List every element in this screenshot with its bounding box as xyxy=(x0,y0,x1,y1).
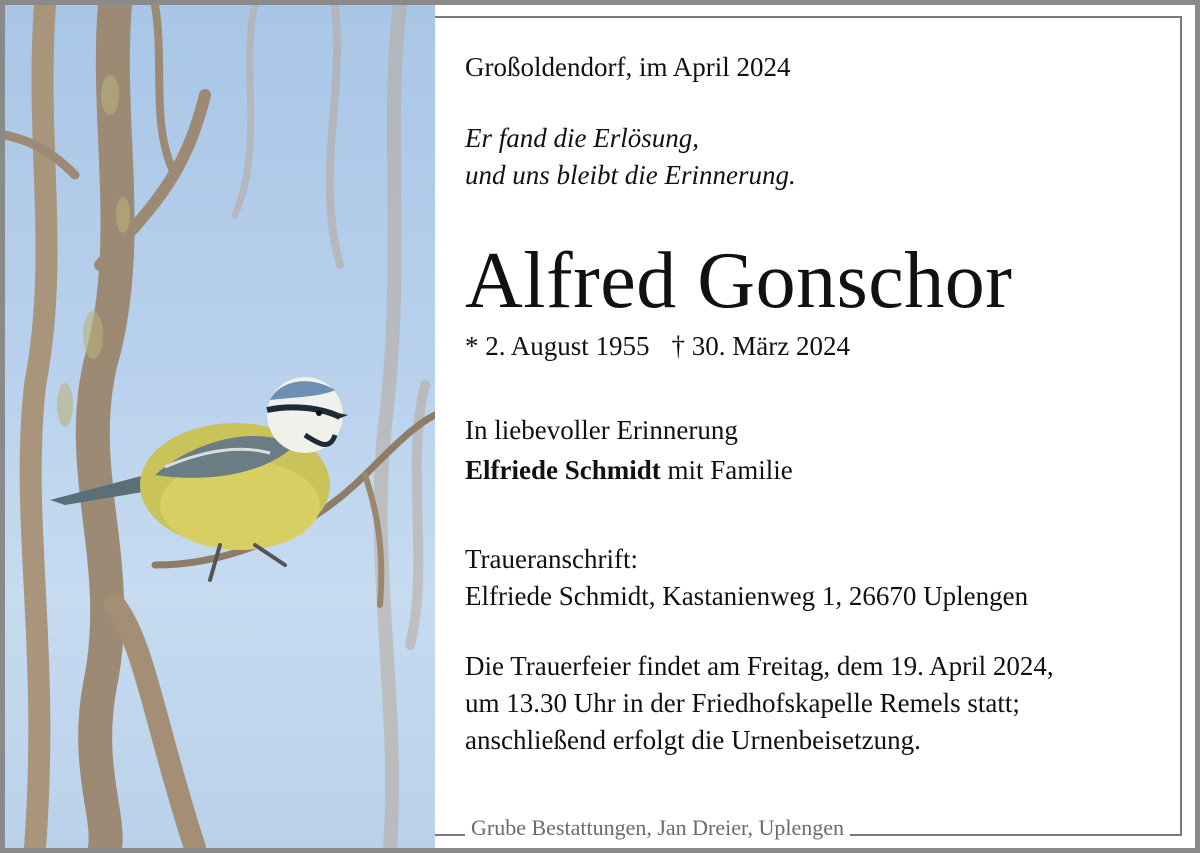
blue-tit-illustration xyxy=(5,5,435,848)
remembrance-line: In liebevoller Erinnerung xyxy=(465,415,738,445)
funeral-line: anschließend erfolgt die Urnenbeisetzung. xyxy=(465,725,921,755)
death-date: † 30. März 2024 xyxy=(671,331,850,361)
funeral-line: Die Trauerfeier findet am Freitag, dem 19. April 2024, xyxy=(465,651,1054,681)
address-text: Elfriede Schmidt, Kastanienweg 1, 26670 Uplengen xyxy=(465,581,1029,611)
bird-photo xyxy=(5,5,435,848)
mourner-suffix: mit Familie xyxy=(660,455,793,485)
mourners xyxy=(465,455,793,486)
undertaker-footer: Grube Bestattungen, Jan Dreier, Uplengen xyxy=(465,815,850,841)
life-dates xyxy=(465,331,850,362)
deceased-name: Alfred Gonschor xyxy=(465,237,1013,325)
quote-line: Er fand die Erlösung, xyxy=(465,123,699,153)
birth-date: * 2. August 1955 xyxy=(465,331,650,361)
mourning-address xyxy=(465,541,1028,615)
mourner-name: Elfriede Schmidt xyxy=(465,455,661,485)
place-date: Großoldendorf, im April 2024 xyxy=(465,52,791,82)
quote xyxy=(465,120,796,194)
funeral-line: um 13.30 Uhr in der Friedhofskapelle Remels statt; xyxy=(465,688,1020,718)
address-label: Traueranschrift: xyxy=(465,544,638,574)
quote-line: und uns bleibt die Erinnerung. xyxy=(465,160,796,190)
funeral-info xyxy=(465,648,1054,759)
